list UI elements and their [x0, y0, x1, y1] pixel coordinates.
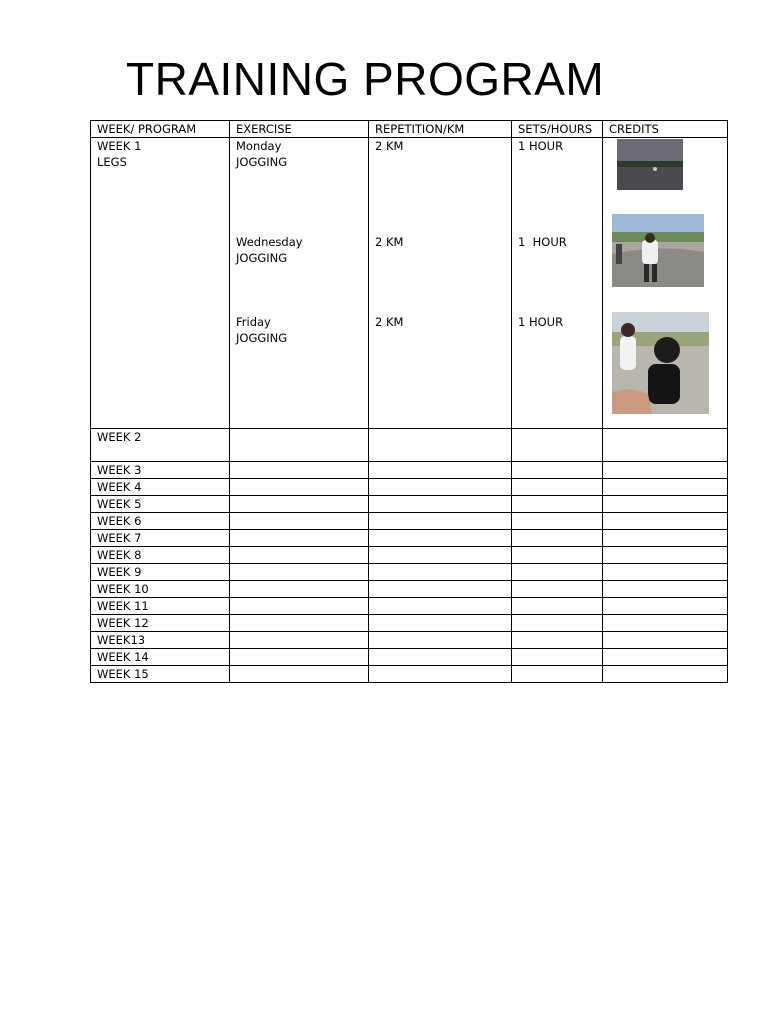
empty-cell [603, 462, 728, 479]
session2-exercise: JOGGING [236, 251, 288, 265]
header-exercise: EXERCISE [230, 121, 369, 138]
empty-cell [603, 513, 728, 530]
empty-cell [369, 632, 512, 649]
week1-duration-cell [512, 138, 603, 429]
empty-cell [603, 530, 728, 547]
session1-duration: 1 HOUR [518, 139, 564, 153]
empty-cell [369, 615, 512, 632]
empty-cell [603, 479, 728, 496]
table-row-week2 [91, 429, 728, 462]
week-label: WEEK 15 [91, 666, 230, 683]
week1-exercise-cell [230, 138, 369, 429]
session3-day: Friday [236, 315, 271, 329]
week-label: WEEK 5 [91, 496, 230, 513]
empty-cell [230, 632, 369, 649]
empty-cell [512, 513, 603, 530]
empty-cell [603, 666, 728, 683]
empty-cell [512, 547, 603, 564]
week-label: WEEK 4 [91, 479, 230, 496]
empty-cell [369, 598, 512, 615]
table-row [91, 564, 728, 581]
empty-cell [603, 598, 728, 615]
week-label: WEEK 3 [91, 462, 230, 479]
week-label: WEEK 14 [91, 649, 230, 666]
empty-cell [603, 496, 728, 513]
session1-distance: 2 KM [375, 139, 404, 153]
week-label: WEEK 10 [91, 581, 230, 598]
table-row [91, 666, 728, 683]
empty-cell [369, 479, 512, 496]
empty-cell [512, 564, 603, 581]
empty-cell [230, 530, 369, 547]
empty-cell [512, 649, 603, 666]
table-row [91, 581, 728, 598]
empty-cell [230, 547, 369, 564]
empty-cell [369, 649, 512, 666]
empty-cell [230, 479, 369, 496]
page-title: TRAINING PROGRAM [126, 53, 605, 105]
week-label: WEEK 11 [91, 598, 230, 615]
empty-cell [230, 462, 369, 479]
table-row [91, 632, 728, 649]
session3-exercise: JOGGING [236, 331, 288, 345]
empty-cell [230, 649, 369, 666]
table-row [91, 513, 728, 530]
empty-cell [369, 564, 512, 581]
week-label: WEEK 8 [91, 547, 230, 564]
table-row [91, 615, 728, 632]
table-row [91, 530, 728, 547]
table-row [91, 479, 728, 496]
empty-cell [603, 649, 728, 666]
week-label: WEEK 9 [91, 564, 230, 581]
empty-cell [230, 666, 369, 683]
empty-cell [603, 547, 728, 564]
other-weeks-body [91, 462, 728, 683]
session1-exercise: JOGGING [236, 155, 288, 169]
table-row [91, 598, 728, 615]
empty-cell [369, 581, 512, 598]
empty-cell [512, 581, 603, 598]
header-week-program: WEEK/ PROGRAM [91, 121, 230, 138]
empty-cell [603, 564, 728, 581]
session1-day: Monday [236, 139, 282, 153]
week-label: WEEK 12 [91, 615, 230, 632]
empty-cell [369, 496, 512, 513]
empty-cell [230, 564, 369, 581]
table-row [91, 462, 728, 479]
empty-cell [512, 479, 603, 496]
header-repetition: REPETITION/KM [369, 121, 512, 138]
header-sets-hours: SETS/HOURS [512, 121, 603, 138]
empty-cell [369, 513, 512, 530]
empty-cell [603, 615, 728, 632]
empty-cell [230, 615, 369, 632]
empty-cell [230, 496, 369, 513]
empty-cell [369, 666, 512, 683]
empty-cell [512, 598, 603, 615]
header-credits: CREDITS [603, 121, 728, 138]
session3-duration: 1 HOUR [518, 315, 564, 329]
credit-photo-wednesday [612, 214, 704, 287]
week-label: WEEK 6 [91, 513, 230, 530]
empty-cell [603, 632, 728, 649]
week-label: WEEK13 [91, 632, 230, 649]
empty-cell [369, 547, 512, 564]
empty-cell [369, 530, 512, 547]
empty-cell [512, 462, 603, 479]
empty-cell [512, 632, 603, 649]
week1-program: LEGS [97, 155, 127, 169]
empty-cell [230, 598, 369, 615]
table-header-row [91, 121, 728, 138]
session2-distance: 2 KM [375, 235, 404, 249]
session3-distance: 2 KM [375, 315, 404, 329]
empty-cell [512, 666, 603, 683]
table-row [91, 547, 728, 564]
credit-photo-friday [612, 312, 709, 414]
table-row [91, 496, 728, 513]
empty-cell [512, 530, 603, 547]
week1-cell [91, 138, 230, 429]
empty-cell [230, 581, 369, 598]
session2-day: Wednesday [236, 235, 303, 249]
week1-label: WEEK 1 [97, 139, 142, 153]
week2-label: WEEK 2 [91, 429, 230, 462]
session2-duration: 1 HOUR [518, 235, 567, 249]
credit-photo-monday [617, 139, 683, 190]
table-row [91, 649, 728, 666]
week1-distance-cell [369, 138, 512, 429]
week-label: WEEK 7 [91, 530, 230, 547]
empty-cell [603, 581, 728, 598]
empty-cell [512, 615, 603, 632]
empty-cell [512, 496, 603, 513]
empty-cell [230, 513, 369, 530]
empty-cell [369, 462, 512, 479]
